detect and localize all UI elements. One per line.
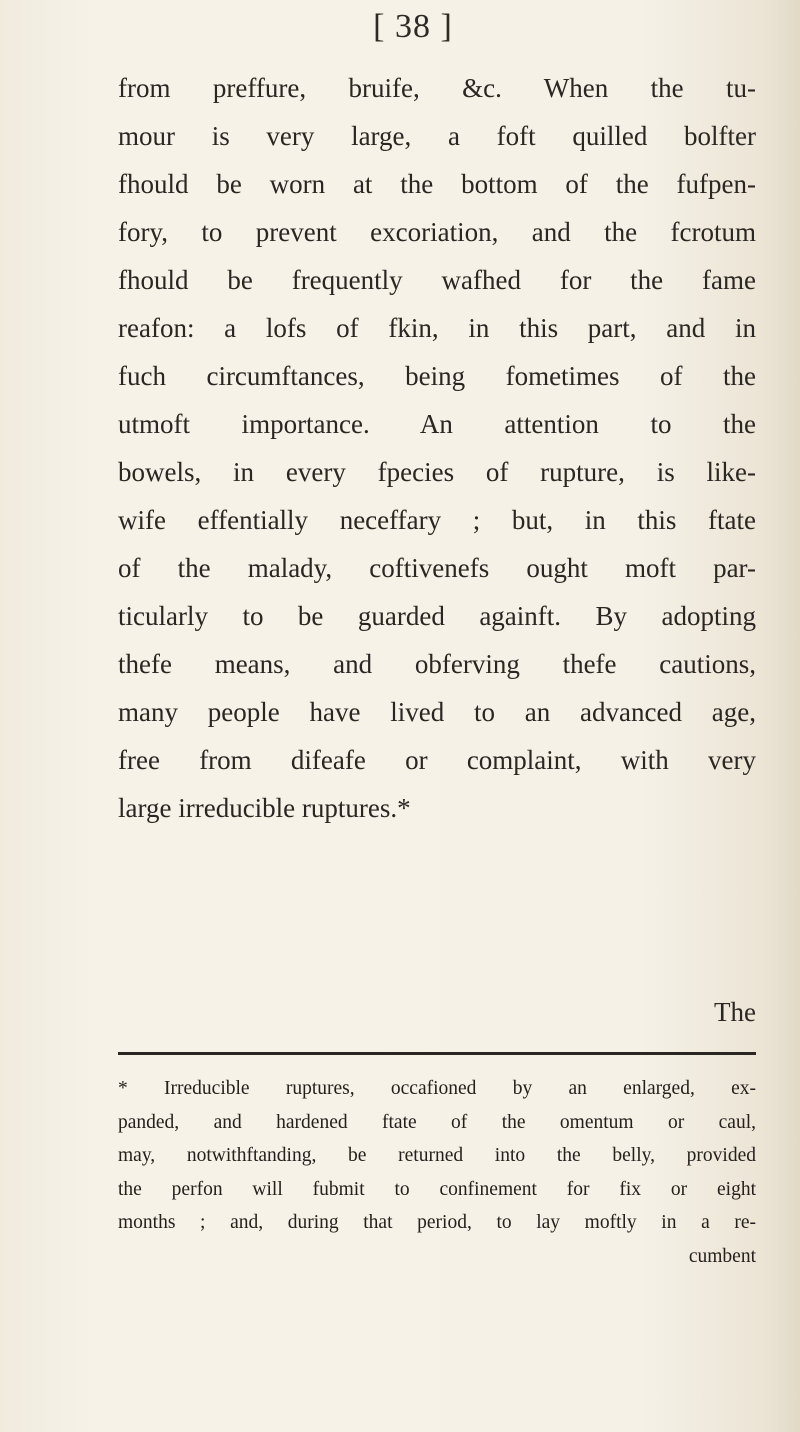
body-line: large irreducible ruptures.* — [118, 793, 411, 823]
footnote-line: may, notwithftanding, be returned into the belly, provided — [118, 1145, 756, 1166]
footnote-rule — [118, 1052, 756, 1055]
body-line: mour is very large, a foft quilled bolfter — [118, 121, 756, 151]
body-line: fory, to prevent excoriation, and the fcrotum — [118, 217, 756, 247]
footnote-line: panded, and hardened ftate of the omentum or caul, — [118, 1111, 756, 1133]
body-line: many people have lived to an advanced age, — [118, 697, 756, 727]
body-line: fuch circumftances, being fometimes of the — [118, 361, 756, 391]
body-line: thefe means, and obferving thefe cautions, — [118, 649, 756, 679]
page-number — [0, 8, 800, 46]
footnote-catchword: cumbent — [688, 1245, 756, 1267]
footnote-line: * Irreducible ruptures, occafioned by an enlarged, ex- — [118, 1078, 756, 1099]
catchword: The — [714, 997, 756, 1027]
body-line: fhould be frequently wafhed for the fame — [118, 265, 756, 295]
body-text — [118, 64, 756, 832]
page-number-text: [ 38 ] — [373, 8, 453, 45]
body-line: from preffure, bruife, &c. When the tu- — [118, 73, 756, 103]
body-line: reafon: a lofs of fkin, in this part, and in — [118, 313, 756, 343]
body-line: free from difeafe or complaint, with very — [118, 745, 756, 775]
body-line: fhould be worn at the bottom of the fufpen- — [118, 169, 756, 199]
body-line: wife effentially neceffary ; but, in this ftate — [118, 505, 756, 535]
footnote-line: months ; and, during that period, to lay moftly in a re- — [118, 1212, 756, 1233]
footnote-line: the perfon will fubmit to confinement for fix or eight — [118, 1178, 756, 1200]
footnote — [118, 1072, 756, 1273]
body-line: bowels, in every fpecies of rupture, is like- — [118, 457, 756, 487]
body-line: of the malady, coftivenefs ought moft par- — [118, 553, 756, 583]
body-line: utmoft importance. An attention to the — [118, 409, 756, 439]
body-line: ticularly to be guarded againft. By adopting — [118, 601, 756, 631]
